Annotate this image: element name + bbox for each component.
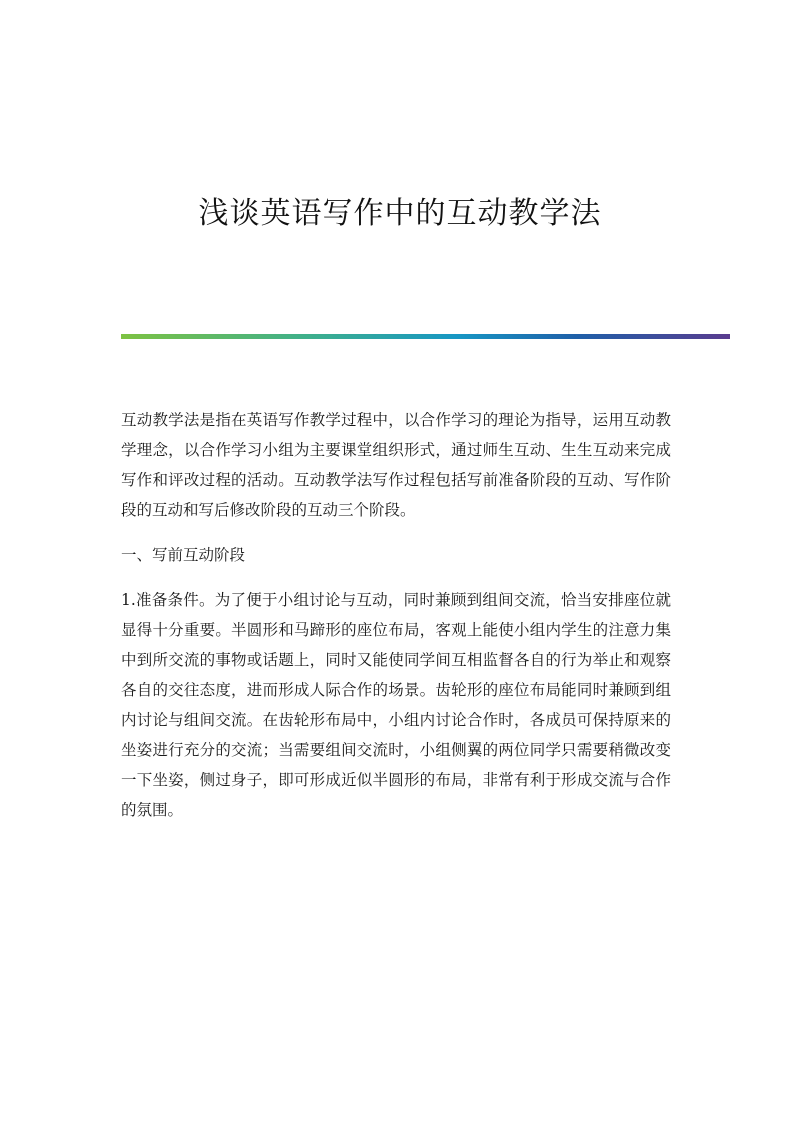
document-title: 浅谈英语写作中的互动教学法 <box>198 196 602 231</box>
gradient-divider <box>121 334 730 339</box>
body-paragraph: 1.准备条件。为了便于小组讨论与互动，同时兼顾到组间交流，恰当安排座位就显得十分重要。半圆形和马蹄形的座位布局，客观上能使小组内学生的注意力集中到所交流的事物或话题上，同时又能使同学间互相监督各自的行为举止和观察各自的交往态度，进而形成人际合作的场景。齿轮形的座位布局能同时兼顾到组内讨论与组间交流。在齿轮形布局中，小组内讨论合作时，各成员可保持原来的坐姿进行充分的交流；当需要组间交流时，小组侧翼的两位同学只需要稍微改变一下坐姿，侧过身子，即可形成近似半圆形的布局，非常有利于形成交流与合作的氛围。 <box>121 591 671 819</box>
intro-paragraph: 互动教学法是指在英语写作教学过程中，以合作学习的理论为指导，运用互动教学理念，以合作学习小组为主要课堂组织形式，通过师生互动、生生互动来完成写作和评改过程的活动。互动教学法写作过程包括写前准备阶段的互动、写作阶段的互动和写后修改阶段的互动三个阶段。 <box>121 411 671 519</box>
section-heading: 一、写前互动阶段 <box>121 546 246 564</box>
document-body <box>121 405 671 840</box>
